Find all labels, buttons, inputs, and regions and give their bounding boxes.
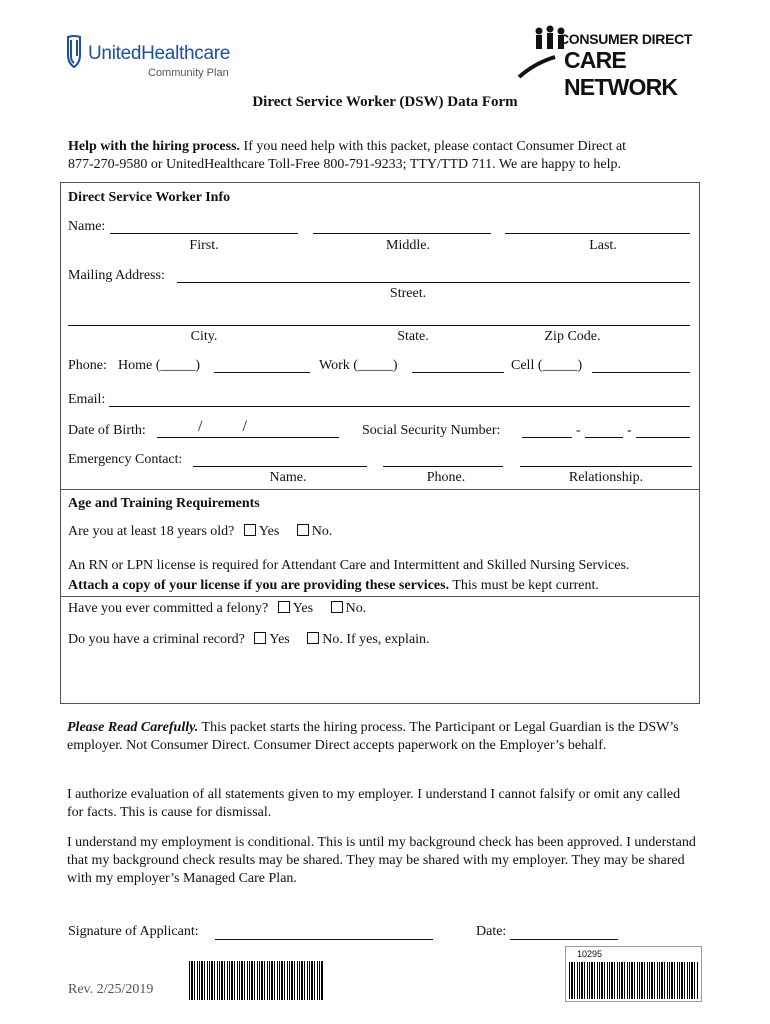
signature-label: Signature of Applicant: <box>68 924 199 939</box>
city-caption: City. <box>190 329 218 344</box>
help-text-2: 877-270-9580 or UnitedHealthcare Toll-Free 800-791-9233; TTY/TTD 711. We are happy to help. <box>68 157 621 172</box>
ssn-label: Social Security Number: <box>362 423 501 438</box>
ssn-dash-2: - <box>627 423 632 438</box>
dsw-heading: Direct Service Worker Info <box>68 190 231 205</box>
age-yes-checkbox[interactable] <box>244 524 256 536</box>
ssn-field-1[interactable] <box>522 437 572 438</box>
home-phone-label: Home (_____) <box>118 358 201 373</box>
felony-question <box>68 601 366 617</box>
felony-divider <box>60 596 700 597</box>
last-name-field[interactable] <box>505 233 690 234</box>
form-number: 10295 <box>577 949 603 959</box>
criminal-no-label: No. If yes, explain. <box>322 632 430 647</box>
ssn-field-2[interactable] <box>585 437 623 438</box>
cell-phone-field[interactable] <box>592 372 690 373</box>
criminal-yes-label: Yes <box>269 632 290 647</box>
work-phone-label: Work (_____) <box>319 358 398 373</box>
email-label: Email: <box>68 392 106 407</box>
barcode-right <box>569 962 699 999</box>
read-carefully-bold: Please Read Carefully. <box>67 720 199 735</box>
state-caption: State. <box>397 329 429 344</box>
authorize-paragraph: I authorize evaluation of all statements given to my employer. I understand I cannot falsify or omit any called for facts. This is cause for dismissal. <box>67 787 681 820</box>
read-carefully-paragraph <box>67 719 697 755</box>
felony-yes-label: Yes <box>292 601 314 616</box>
phone-label: Phone: <box>68 358 107 373</box>
middle-name-field[interactable] <box>313 233 491 234</box>
swoosh-icon <box>517 53 557 81</box>
criminal-no-checkbox[interactable] <box>307 632 319 644</box>
conditional-paragraph: I understand my employment is conditional. This is until my background check has been approved. I understand that my background check results may be shared. They may be shared with my employer. They may be shared with my employer’s Managed Care Plan. <box>67 835 696 886</box>
ec-name-caption: Name. <box>269 470 307 485</box>
page-title: Direct Service Worker (DSW) Data Form <box>252 94 518 110</box>
dob-field[interactable] <box>157 437 339 438</box>
ec-relationship-field[interactable] <box>520 466 692 467</box>
cdcn-top: CONSUMER DIRECT <box>559 31 693 47</box>
mailing-label: Mailing Address: <box>68 268 165 283</box>
uhc-name: UnitedHealthcare <box>88 43 231 64</box>
dob-slashes: / / <box>198 418 247 435</box>
street-field[interactable] <box>177 282 690 283</box>
felony-question-text: Have you ever committed a felony? <box>68 601 269 616</box>
signature-field[interactable] <box>215 939 433 940</box>
first-name-field[interactable] <box>110 233 298 234</box>
street-caption: Street. <box>389 286 427 301</box>
felony-no-checkbox[interactable] <box>331 601 343 613</box>
felony-yes-checkbox[interactable] <box>278 601 290 613</box>
ssn-field-3[interactable] <box>636 437 690 438</box>
criminal-question-text: Do you have a criminal record? <box>68 632 245 647</box>
middle-caption: Middle. <box>386 238 430 253</box>
name-label: Name: <box>68 219 106 234</box>
first-caption: First. <box>189 238 219 253</box>
email-field[interactable] <box>109 406 690 407</box>
criminal-yes-checkbox[interactable] <box>254 632 266 644</box>
felony-no-label: No. <box>345 601 367 616</box>
ec-name-field[interactable] <box>193 466 367 467</box>
work-phone-field[interactable] <box>412 372 504 373</box>
uhc-shield-icon <box>66 35 82 69</box>
emergency-label: Emergency Contact: <box>68 452 183 467</box>
license-bold: Attach a copy of your license if you are providing these services. <box>68 578 450 593</box>
uhc-sub: Community Plan <box>148 67 229 79</box>
date-label: Date: <box>476 924 507 939</box>
cdcn-logo <box>517 25 702 100</box>
home-phone-field[interactable] <box>214 372 310 373</box>
age-no-label: No. <box>311 524 333 539</box>
ssn-dash-1: - <box>576 423 581 438</box>
city-state-zip-field[interactable] <box>68 325 690 326</box>
read-carefully-text: This packet starts the hiring process. The Participant or Legal Guardian is the DSW’s employer. Not Consumer Direct. Consumer Direct accepts paperwork on the Employer’s behalf. <box>67 720 679 753</box>
age-heading: Age and Training Requirements <box>68 496 260 511</box>
help-text-1: If you need help with this packet, please contact Consumer Direct at <box>243 139 627 154</box>
cdcn-bottom: CARE NETWORK <box>564 47 678 100</box>
age-question <box>68 524 332 540</box>
license-text: An RN or LPN license is required for Attendant Care and Intermittent and Skilled Nursing Services. <box>68 558 630 573</box>
dob-label: Date of Birth: <box>68 423 146 438</box>
license-attach <box>68 578 599 594</box>
ec-phone-caption: Phone. <box>426 470 466 485</box>
age-yes-label: Yes <box>258 524 280 539</box>
cell-phone-label: Cell (_____) <box>511 358 583 373</box>
last-caption: Last. <box>589 238 617 253</box>
revision-date: Rev. 2/25/2019 <box>68 982 154 997</box>
uhc-logo <box>66 33 246 83</box>
barcode-left <box>189 961 323 1000</box>
help-text <box>68 138 708 174</box>
ec-relationship-caption: Relationship. <box>568 470 644 485</box>
criminal-question <box>68 632 430 648</box>
age-no-checkbox[interactable] <box>297 524 309 536</box>
zip-caption: Zip Code. <box>544 329 601 344</box>
date-field[interactable] <box>510 939 618 940</box>
ec-phone-field[interactable] <box>383 466 503 467</box>
help-bold: Help with the hiring process. <box>68 139 241 154</box>
age-question-text: Are you at least 18 years old? <box>68 524 235 539</box>
criminal-explain-area[interactable] <box>64 652 696 700</box>
license-current: This must be kept current. <box>452 578 599 593</box>
